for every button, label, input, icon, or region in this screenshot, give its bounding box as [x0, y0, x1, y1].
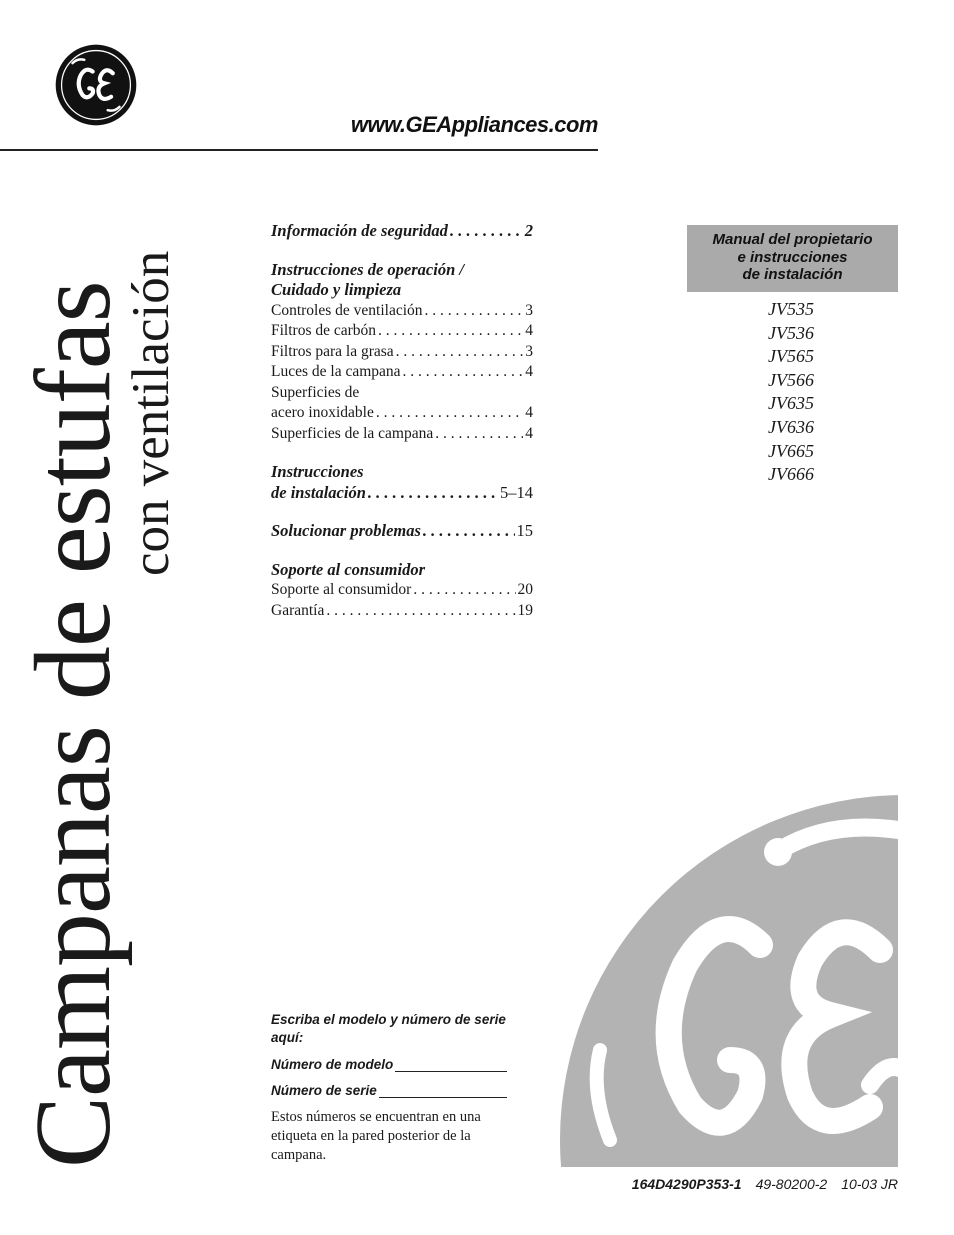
header-rule — [0, 149, 598, 151]
ge-logo-large — [540, 790, 898, 1167]
model-number: JV535 — [768, 299, 814, 319]
toc-heading[interactable]: Cuidado y limpieza — [271, 280, 402, 299]
toc-item[interactable]: Controles de ventilación . . . 3 — [271, 301, 533, 322]
manual-type-box — [687, 225, 898, 292]
model-number-label: Número de modelo — [271, 1057, 394, 1072]
record-section — [271, 1011, 507, 1165]
toc-section — [271, 221, 533, 242]
toc-item[interactable]: Garantía . . . 19 — [271, 601, 533, 622]
model-number: JV666 — [768, 464, 814, 485]
ge-logo-small — [54, 43, 138, 127]
serial-number-label: Número de serie — [271, 1083, 377, 1098]
table-of-contents — [271, 221, 533, 639]
record-note: Estos números se encuentran en una etiqueta en la pared posterior de la campana. — [271, 1109, 481, 1163]
toc-item[interactable]: Superficies de la campana . . . 4 — [271, 424, 533, 445]
manual-box-line: Manual del propietario — [712, 231, 873, 248]
toc-heading[interactable]: Información de seguridad . . . 2 — [271, 221, 533, 242]
model-number: JV665 — [768, 440, 814, 461]
model-number-line[interactable] — [395, 1058, 507, 1072]
toc-item[interactable]: acero inoxidable . . . 4 — [271, 403, 533, 424]
date-code: 10-03 JR — [841, 1176, 898, 1192]
toc-section — [271, 521, 533, 542]
title-sub: con ventilación — [122, 250, 180, 576]
model-number: JV565 — [768, 346, 814, 367]
toc-heading[interactable]: Soporte al consumidor — [271, 559, 426, 579]
toc-heading[interactable]: Instrucciones de operación / — [271, 259, 464, 279]
toc-heading[interactable]: Instrucciones — [271, 462, 364, 481]
toc-item[interactable]: Filtros para la grasa . . . 3 — [271, 342, 533, 363]
toc-item[interactable]: Filtros de carbón . . . 4 — [271, 321, 533, 342]
toc-heading[interactable]: de instalación . . . 5–14 — [271, 483, 533, 504]
footer-codes — [560, 1176, 898, 1192]
model-number: JV536 — [768, 322, 814, 343]
model-number: JV566 — [768, 369, 814, 390]
part-number: 164D4290P353-1 — [631, 1176, 742, 1192]
model-number-field[interactable] — [271, 1057, 507, 1072]
toc-item[interactable]: Luces de la campana . . . 4 — [271, 362, 533, 383]
toc-item[interactable]: Soporte al consumidor . . . 20 — [271, 580, 533, 601]
vertical-title — [14, 250, 180, 1168]
record-heading: Escriba el modelo y número de serie aquí: — [271, 1012, 506, 1045]
model-number: JV635 — [768, 393, 814, 414]
toc-section — [271, 462, 533, 503]
website-url[interactable]: www.GEAppliances.com — [350, 112, 598, 137]
serial-number-line[interactable] — [379, 1084, 507, 1098]
manual-box-line: de instalación — [742, 266, 843, 283]
serial-number-field[interactable] — [271, 1083, 507, 1098]
toc-section — [271, 560, 533, 622]
model-number: JV636 — [768, 416, 814, 437]
document-number: 49-80200-2 — [755, 1176, 828, 1192]
toc-section — [271, 260, 533, 445]
manual-box-line: e instrucciones — [737, 248, 848, 266]
toc-item[interactable]: Superficies de — [271, 383, 360, 401]
title-main: Campanas de estufas — [14, 281, 133, 1168]
toc-heading[interactable]: Solucionar problemas . . . 15 — [271, 521, 533, 542]
model-list — [768, 298, 814, 487]
